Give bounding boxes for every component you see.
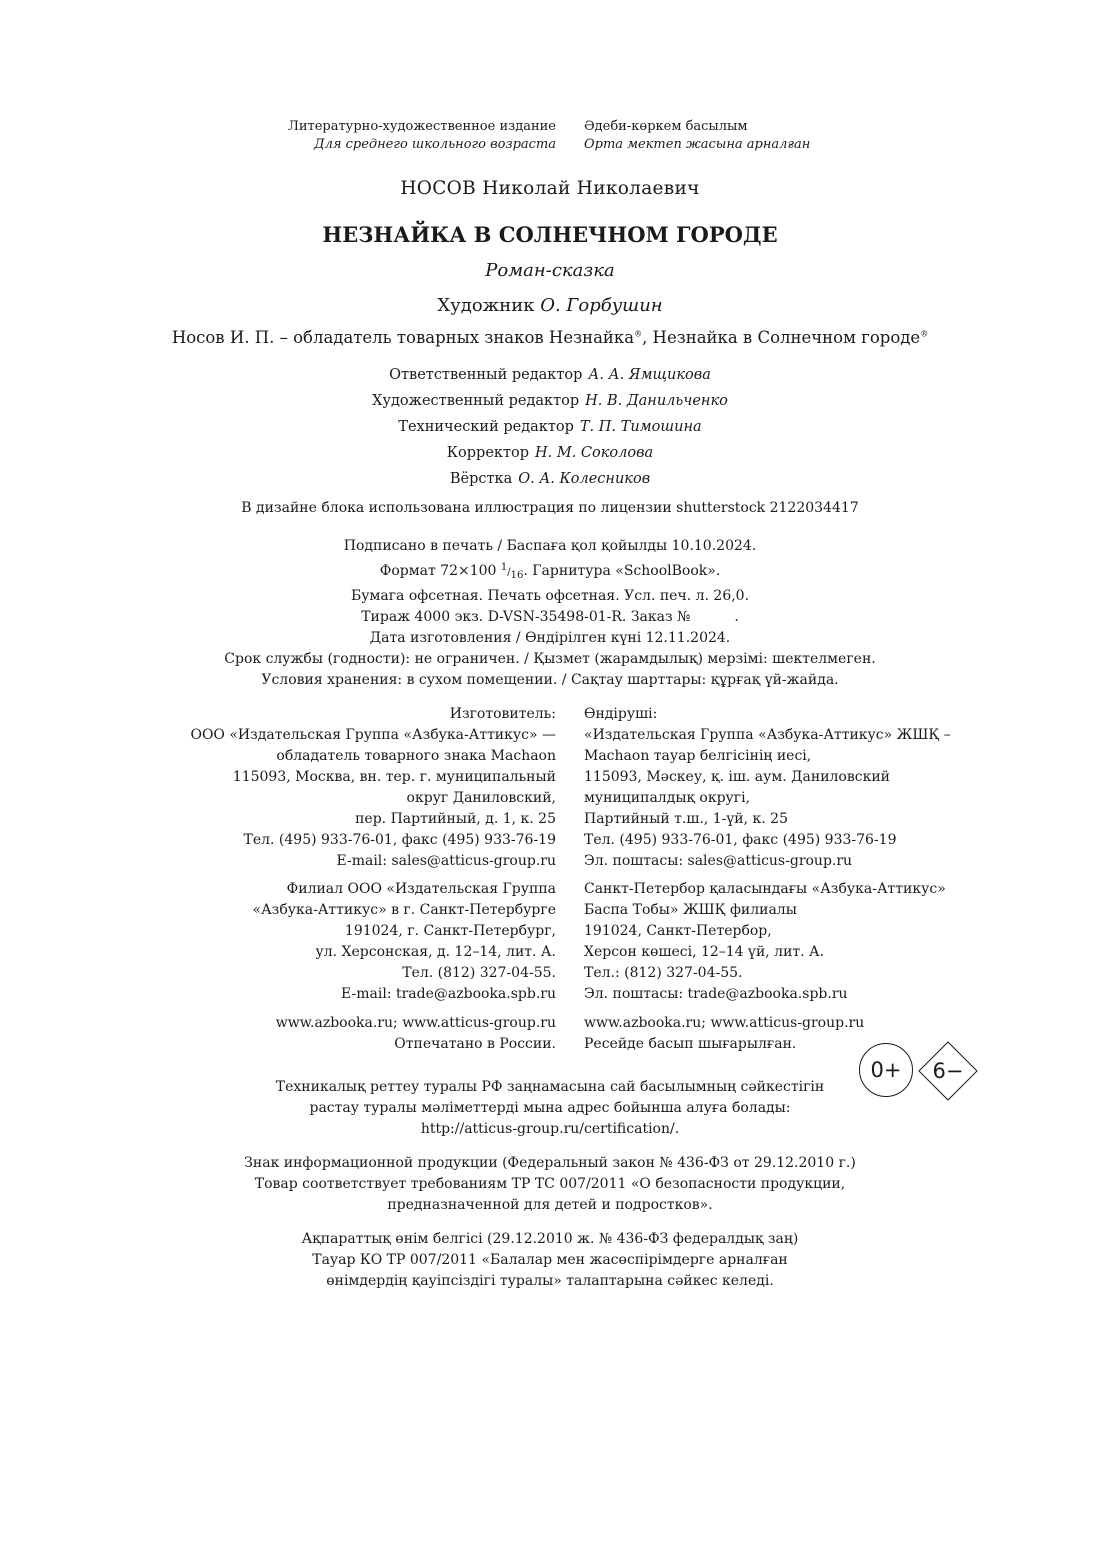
- fraction-numerator: 1: [500, 562, 508, 573]
- staff-name: О. А. Колесников: [518, 471, 651, 487]
- manufacturer-line: муниципалдық округі,: [584, 790, 751, 806]
- manufacturer-line: Өндіруші:: [584, 706, 658, 722]
- age-group-ru: Для среднего школьного возраста: [314, 137, 556, 152]
- staff-role: Художественный редактор: [372, 393, 580, 409]
- ru-information-mark-note: [0, 1153, 1100, 1216]
- manufacturer-ru: [190, 704, 556, 872]
- branch-kz: [584, 879, 946, 1005]
- branch-line: E-mail: trade@azbooka.spb.ru: [341, 986, 556, 1002]
- manufacture-date: Дата изготовления / Өндірілген күні 12.11.2024.: [369, 630, 731, 646]
- staff-name: Т. П. Тимошина: [579, 419, 702, 435]
- branch-line: Херсон көшесі, 12–14 үй, лит. А.: [584, 944, 825, 960]
- manufacturer-line: E-mail: sales@atticus-group.ru: [336, 853, 556, 869]
- book-title: НЕЗНАЙКА В СОЛНЕЧНОМ ГОРОДЕ: [322, 222, 778, 247]
- branch-line: Филиал ООО «Издательская Группа: [286, 881, 556, 897]
- certification-url: http://atticus-group.ru/certification/.: [420, 1121, 680, 1137]
- staff-name: Н. М. Соколова: [535, 445, 654, 461]
- manufacturer-kz: [584, 704, 951, 872]
- websites-line: www.azbooka.ru; www.atticus-group.ru: [275, 1015, 556, 1031]
- note-line: Товар соответствует требованиям ТР ТС 007/2011 «О безопасности продукции,: [254, 1176, 846, 1192]
- note-line: предназначенной для детей и подростков».: [387, 1197, 713, 1213]
- shelf-life: Срок службы (годности): не ограничен. / Қызмет (жарамдылық) мерзімі: шектелмеген.: [224, 651, 876, 667]
- staff-role: Технический редактор: [398, 419, 574, 435]
- storage-conditions: Условия хранения: в сухом помещении. / Сақтау шарттары: құрғақ үй-жайда.: [261, 672, 839, 688]
- staff-line: [0, 388, 1100, 414]
- age-rating-value: 0+: [870, 1058, 902, 1082]
- branch-line: Тел.: (812) 327-04-55.: [584, 965, 743, 981]
- manufacturer-line: Тел. (495) 933-76-01, факс (495) 933-76-19: [243, 832, 556, 848]
- manufacturer-line: Изготовитель:: [449, 706, 556, 722]
- branch-ru: [253, 879, 556, 1005]
- kz-information-mark-note: [0, 1229, 1100, 1292]
- websites-line: www.azbooka.ru; www.atticus-group.ru: [584, 1015, 865, 1031]
- staff-line: [0, 440, 1100, 466]
- registered-mark: ®: [634, 329, 643, 339]
- branch-line: ул. Херсонская, д. 12–14, лит. А.: [315, 944, 556, 960]
- artist-name: О. Горбушин: [540, 295, 663, 316]
- note-line: өнімдердің қауіпсіздігі туралы» талаптарына сәйкес келеді.: [326, 1273, 774, 1289]
- branch-line: 191024, г. Санкт-Петербург,: [344, 923, 556, 939]
- artist-label: Художник: [437, 295, 535, 316]
- design-license-note: В дизайне блока использована иллюстрация по лицензии shutterstock 2122034417: [241, 500, 859, 516]
- registered-mark: ®: [920, 329, 929, 339]
- note-line: Знак информационной продукции (Федеральный закон № 436-ФЗ от 29.12.2010 г.): [244, 1155, 856, 1171]
- paper-line: Бумага офсетная. Печать офсетная. Усл. печ. л. 26,0.: [350, 588, 750, 604]
- edition-header-ru: [288, 118, 556, 154]
- print-run-text: Тираж 4000 экз. D-VSN-35498-01-R. Заказ №: [361, 609, 691, 625]
- printed-in-line: Ресейде басып шығарылған.: [584, 1036, 797, 1052]
- trademark-text-2: , Незнайка в Солнечном городе: [642, 328, 921, 347]
- staff-role: Корректор: [446, 445, 529, 461]
- manufacturer-line: 115093, Мәскеу, қ. іш. аум. Даниловский: [584, 769, 890, 785]
- manufacturer-line: Machaon тауар белгісінің иесі,: [584, 748, 812, 764]
- branch-line: «Азбука-Аттикус» в г. Санкт-Петербурге: [252, 902, 556, 918]
- age-rating-value: 6−: [932, 1059, 964, 1083]
- note-line: Тауар КО ТР 007/2011 «Балалар мен жасөспірімдерге арналған: [312, 1252, 788, 1268]
- staff-credits: [0, 362, 1100, 492]
- note-line: растау туралы мәліметтерді мына адрес бойынша алуға болады:: [309, 1100, 791, 1116]
- trademark-notice: [0, 328, 1100, 347]
- edition-type-ru: Литературно-художественное издание: [288, 119, 556, 134]
- signed-to-print: Подписано в печать / Баспаға қол қойылды 10.10.2024.: [343, 538, 757, 554]
- manufacturer-line: Тел. (495) 933-76-01, факс (495) 933-76-19: [584, 832, 897, 848]
- staff-line: [0, 466, 1100, 492]
- author-name: НОСОВ Николай Николаевич: [400, 178, 700, 199]
- typeface-text: . Гарнитура «SchoolBook».: [523, 563, 721, 579]
- branch-line: 191024, Санкт-Петербор,: [584, 923, 772, 939]
- manufacturer-line: Эл. поштасы: sales@atticus-group.ru: [584, 853, 853, 869]
- branch-line: Санкт-Петербор қаласындағы «Азбука-Аттикус»: [584, 881, 946, 897]
- print-details: [0, 536, 1100, 691]
- print-run-line: [0, 607, 1100, 628]
- age-group-kz: Орта мектеп жасына арналған: [584, 137, 811, 152]
- branch-line: Баспа Тобы» ЖШҚ филиалы: [584, 902, 797, 918]
- print-run-end: .: [734, 609, 739, 625]
- manufacturer-line: округ Даниловский,: [406, 790, 556, 806]
- websites-ru: [276, 1013, 556, 1055]
- edition-header-kz: [584, 118, 810, 154]
- manufacturer-line: «Издательская Группа «Азбука-Аттикус» ЖШҚ –: [584, 727, 951, 743]
- manufacturer-line: Партийный т.ш., 1-үй, к. 25: [584, 811, 788, 827]
- manufacturer-line: обладатель товарного знака Machaon: [276, 748, 556, 764]
- book-genre: Роман-сказка: [485, 260, 615, 281]
- note-line: Техникалық реттеу туралы РФ заңнамасына сай басылымның сәйкестігін: [275, 1079, 825, 1095]
- kz-certification-note: [0, 1077, 1100, 1140]
- staff-line: [0, 362, 1100, 388]
- note-line: Ақпараттық өнім белгісі (29.12.2010 ж. № 436-ФЗ федералдық заң): [301, 1231, 799, 1247]
- format-fraction: 1/16: [500, 562, 524, 581]
- staff-role: Ответственный редактор: [389, 367, 583, 383]
- format-text: Формат 72×100: [379, 563, 501, 579]
- staff-name: Н. В. Данильченко: [585, 393, 728, 409]
- websites-kz: [584, 1013, 864, 1055]
- printed-in-line: Отпечатано в России.: [394, 1036, 556, 1052]
- staff-role: Вёрстка: [449, 471, 513, 487]
- manufacturer-line: 115093, Москва, вн. тер. г. муниципальный: [232, 769, 556, 785]
- trademark-text-1: Носов И. П. – обладатель товарных знаков Незнайка: [171, 328, 635, 347]
- artist-credit: [0, 295, 1100, 316]
- branch-line: Эл. поштасы: trade@azbooka.spb.ru: [584, 986, 848, 1002]
- staff-line: [0, 414, 1100, 440]
- staff-name: А. А. Ямщикова: [588, 367, 711, 383]
- branch-line: Тел. (812) 327-04-55.: [402, 965, 556, 981]
- manufacturer-line: ООО «Издательская Группа «Азбука-Аттикус» —: [190, 727, 556, 743]
- manufacturer-line: пер. Партийный, д. 1, к. 25: [355, 811, 556, 827]
- fraction-denominator: 16: [510, 570, 524, 581]
- format-line: [0, 557, 1100, 586]
- edition-type-kz: Әдеби-көркем басылым: [584, 119, 748, 134]
